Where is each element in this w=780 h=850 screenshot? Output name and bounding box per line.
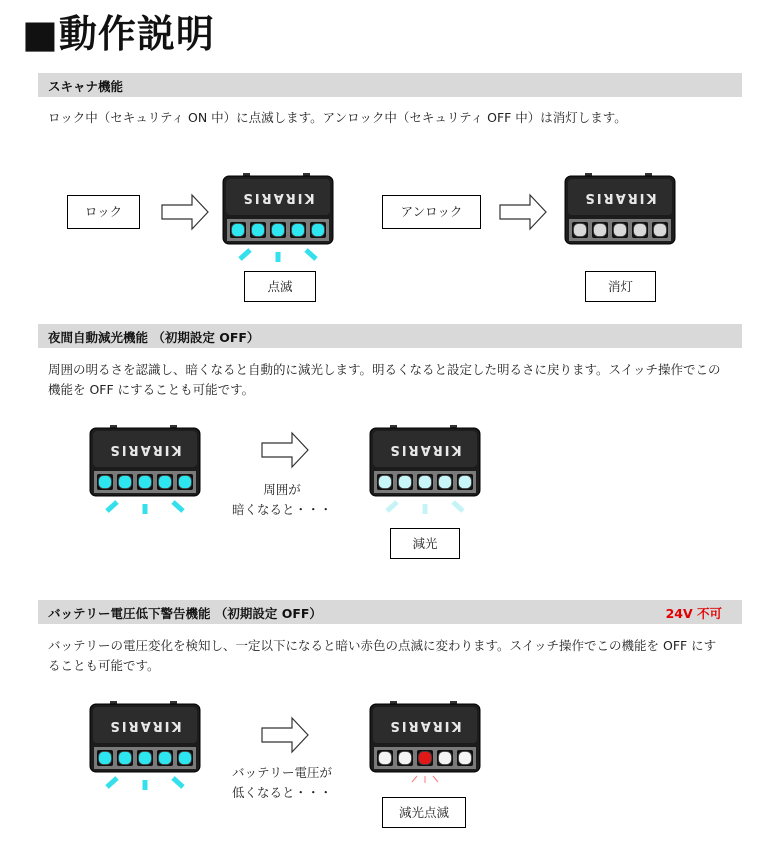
- dim-label-box: 減光: [390, 528, 460, 559]
- led-light: [399, 476, 412, 489]
- device-scanner-unlocked: [565, 173, 675, 244]
- arrow-lock: [162, 195, 208, 229]
- led-light: [119, 752, 132, 765]
- condition-line: 低くなると・・・: [231, 785, 332, 800]
- led-light: [139, 476, 152, 489]
- section-title: 夜間自動減光機能 （初期設定 OFF）: [48, 330, 260, 345]
- condition-line: 暗くなると・・・: [231, 502, 332, 517]
- led-light: [574, 224, 587, 237]
- arrow-battery: [262, 718, 308, 752]
- led-light: [252, 224, 265, 237]
- led-light: [419, 476, 432, 489]
- light-rays-normal: [107, 502, 183, 514]
- led-light: [139, 752, 152, 765]
- lock-label-box: ロック: [67, 195, 140, 229]
- led-light: [312, 224, 325, 237]
- device-battery-normal: [90, 701, 200, 772]
- brand-logo: KIRARIS: [388, 718, 462, 733]
- ray-right: [453, 502, 463, 511]
- section-title: スキャナ機能: [48, 79, 124, 94]
- light-rays-battery-normal: [107, 778, 183, 790]
- device-scanner-locked: [223, 173, 333, 244]
- device-night-dimmed: [370, 425, 480, 496]
- led-light: [459, 752, 472, 765]
- condition-line: 周囲が: [263, 482, 301, 497]
- condition-line: バッテリー電圧が: [231, 765, 332, 780]
- brand-logo: KIRARIS: [583, 190, 657, 205]
- ray-left: [107, 778, 117, 787]
- blink-label-box: 点滅: [244, 271, 316, 302]
- page-title: ■動作説明: [22, 12, 215, 56]
- led-light: [594, 224, 607, 237]
- night-dimming-description: 周囲の明るさを認識し、暗くなると自動的に減光します。明るくなると設定した明るさに戻ります。スイッチ操作でこの機能を OFF にすることも可能です。: [48, 362, 721, 397]
- led-light: [232, 224, 245, 237]
- light-rays-blink: [240, 250, 316, 262]
- ray-right: [433, 776, 438, 782]
- section-title: バッテリー電圧低下警告機能 （初期設定 OFF）: [48, 606, 322, 621]
- led-light: [379, 752, 392, 765]
- ray-right: [173, 502, 183, 511]
- scanner-description: ロック中（セキュリティ ON 中）に点滅します。アンロック中（セキュリティ OFF 中）は消灯します。: [48, 110, 627, 125]
- brand-logo: KIRARIS: [108, 442, 182, 457]
- led-light: [419, 752, 432, 765]
- light-rays-dimmed: [387, 502, 463, 514]
- arrow-unlock: [500, 195, 546, 229]
- light-rays-red: [412, 776, 438, 783]
- led-light: [272, 224, 285, 237]
- led-light: [439, 476, 452, 489]
- ray-left: [240, 250, 250, 259]
- ray-left: [412, 776, 417, 782]
- device-night-normal: [90, 425, 200, 496]
- brand-logo: KIRARIS: [241, 190, 315, 205]
- led-light: [159, 752, 172, 765]
- ray-left: [107, 502, 117, 511]
- led-light: [159, 476, 172, 489]
- led-light: [292, 224, 305, 237]
- ray-right: [306, 250, 316, 259]
- brand-logo: KIRARIS: [388, 442, 462, 457]
- dim-blink-label-box: 減光点滅: [382, 797, 466, 828]
- unlock-label-box: アンロック: [382, 195, 481, 229]
- ray-right: [173, 778, 183, 787]
- led-light: [399, 752, 412, 765]
- device-battery-warning: [370, 701, 480, 772]
- led-light: [439, 752, 452, 765]
- led-light: [654, 224, 667, 237]
- brand-logo: KIRARIS: [108, 718, 182, 733]
- warning-badge: 24V 不可: [665, 606, 722, 621]
- led-light: [614, 224, 627, 237]
- led-light: [379, 476, 392, 489]
- ray-left: [387, 502, 397, 511]
- battery-warning-description: バッテリーの電圧変化を検知し、一定以下になると暗い赤色の点滅に変わります。スイッチ操作でこの機能を OFF にすることも可能です。: [48, 638, 717, 673]
- arrow-night: [262, 433, 308, 467]
- led-light: [179, 476, 192, 489]
- led-light: [179, 752, 192, 765]
- led-light: [99, 476, 112, 489]
- led-light: [119, 476, 132, 489]
- led-light: [634, 224, 647, 237]
- off-label-box: 消灯: [585, 271, 656, 302]
- led-light: [459, 476, 472, 489]
- led-light: [99, 752, 112, 765]
